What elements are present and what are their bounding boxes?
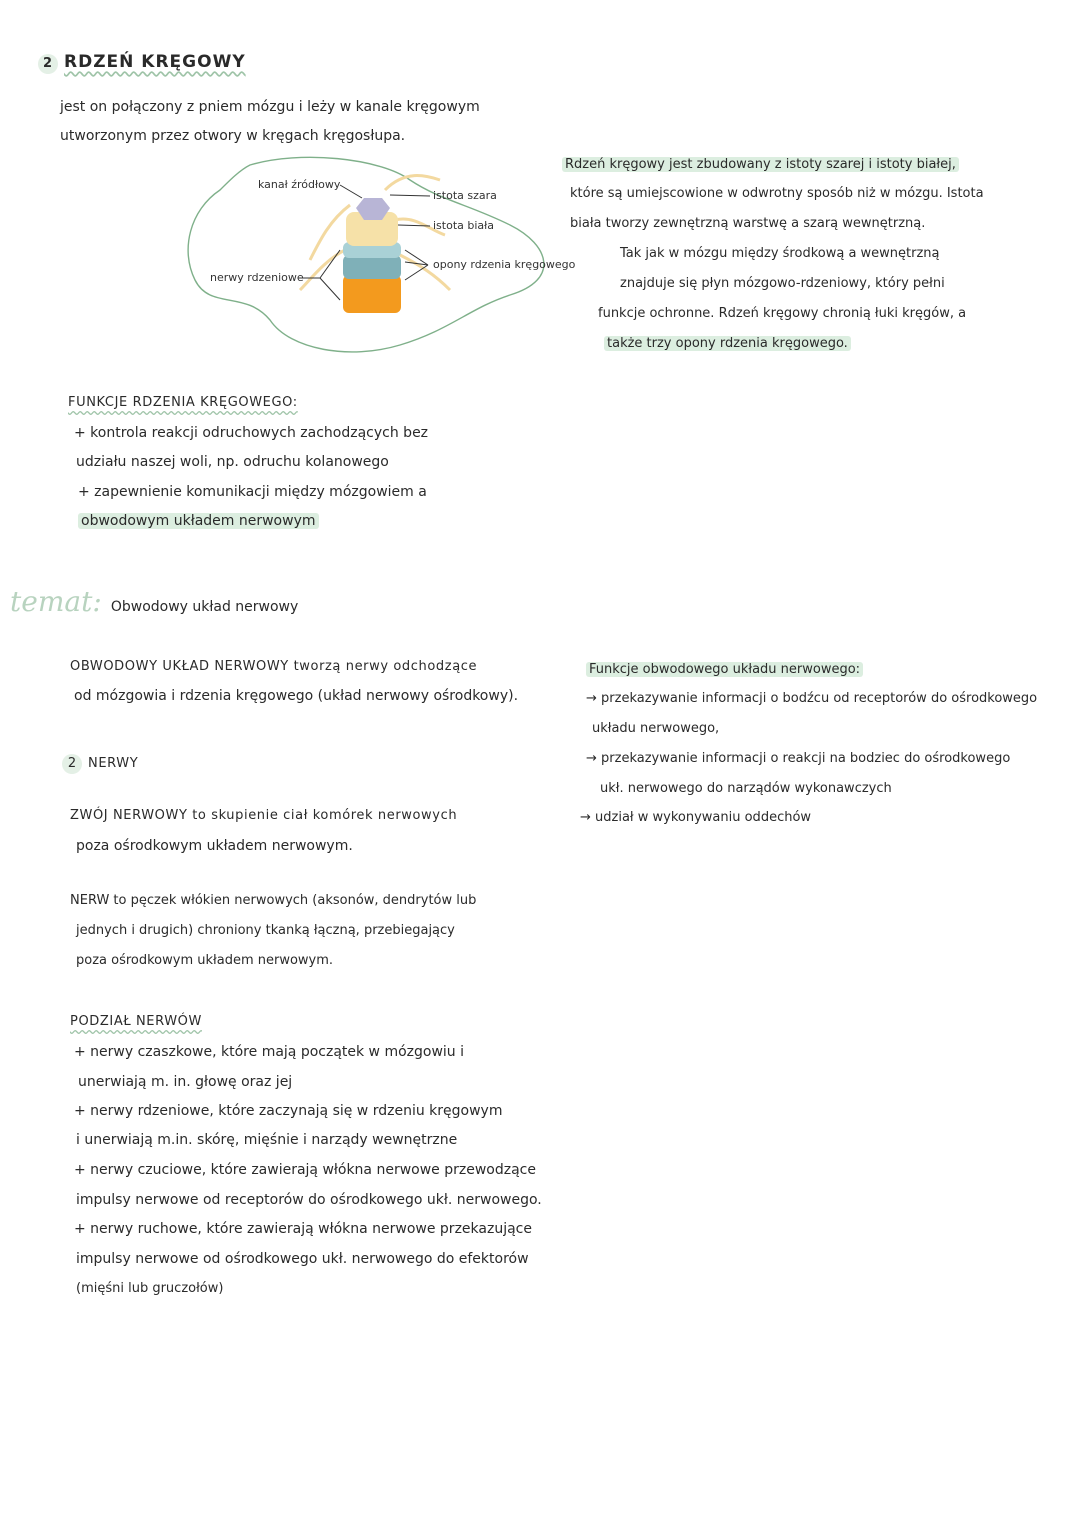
podzial-line-9: (mięśni lub gruczołów): [76, 1281, 224, 1296]
nerwy-number-badge: 2: [62, 754, 82, 774]
obwodowy-function-1: → przekazywanie informacji o bodźcu od receptorów do ośrodkowego: [586, 691, 1038, 706]
right-text-line-4: Tak jak w mózgu między środkową a wewnętrzną: [620, 246, 940, 261]
temat-title: Obwodowy układ nerwowy: [110, 599, 299, 615]
nerwy-heading: [62, 754, 138, 774]
obwodowy-function-1-cont: układu nerwowego,: [592, 721, 720, 736]
obwodowy-function-3: → udział w wykonywaniu oddechów: [580, 810, 812, 825]
nerwy-title: NERWY: [88, 756, 139, 771]
obwodowy-functions-title: Funkcje obwodowego układu nerwowego:: [586, 661, 863, 679]
label-kanal: kanał źródłowy: [258, 178, 341, 191]
podzial-line-6: impulsy nerwowe od receptorów do ośrodkowego ukł. nerwowego.: [76, 1192, 542, 1208]
nerw-line-1: NERW to pęczek włókien nerwowych (aksonów, dendrytów lub: [70, 893, 477, 908]
spinal-cord-diagram: [150, 150, 580, 360]
podzial-title: PODZIAŁ NERWÓW: [70, 1014, 202, 1029]
function-line-2: udziału naszej woli, np. odruchu kolanowego: [76, 454, 389, 470]
label-istota-biala: istota biała: [433, 219, 495, 232]
section-number-badge: 2: [38, 54, 58, 74]
podzial-line-3: + nerwy rdzeniowe, które zaczynają się w rdzeniu kręgowym: [74, 1103, 503, 1119]
right-text-line-5: znajduje się płyn mózgowo-rdzeniowy, który pełni: [620, 276, 945, 291]
obwodowy-function-2: → przekazywanie informacji o reakcji na bodziec do ośrodkowego: [586, 751, 1011, 766]
function-line-4: obwodowym układem nerwowym: [78, 512, 319, 530]
podzial-line-7: + nerwy ruchowe, które zawierają włókna nerwowe przekazujące: [74, 1221, 532, 1237]
right-text-line-1: Rdzeń kręgowy jest zbudowany z istoty szarej i istoty białej,: [562, 156, 959, 174]
podzial-line-2: unerwiają m. in. głowę oraz jej: [78, 1074, 293, 1090]
intro-line-2: utworzonym przez otwory w kręgach kręgosłupa.: [60, 128, 406, 144]
obwodowy-intro-line-1: OBWODOWY UKŁAD NERWOWY tworzą nerwy odchodzące: [70, 659, 478, 674]
functions-title: FUNKCJE RDZENIA KRĘGOWEGO:: [68, 395, 298, 410]
podzial-line-1: + nerwy czaszkowe, które mają początek w mózgowiu i: [74, 1044, 465, 1060]
podzial-line-8: impulsy nerwowe od ośrodkowego ukł. nerwowego do efektorów: [76, 1251, 529, 1267]
label-nerwy-rdzeniowe: nerwy rdzeniowe: [210, 271, 304, 284]
function-line-1: + kontrola reakcji odruchowych zachodzących bez: [74, 425, 429, 441]
section-title-rdzen: [38, 52, 246, 74]
label-opony: opony rdzenia kręgowego: [433, 258, 576, 271]
section-title-text: RDZEŃ KRĘGOWY: [64, 52, 246, 72]
right-text-line-2: które są umiejscowione w odwrotny sposób niż w mózgu. Istota: [570, 186, 984, 201]
nerw-line-3: poza ośrodkowym układem nerwowym.: [76, 953, 334, 968]
intro-line-1: jest on połączony z pniem mózgu i leży w kanale kręgowym: [60, 99, 480, 115]
zwoj-line-2: poza ośrodkowym układem nerwowym.: [76, 838, 353, 854]
right-text-line-7: także trzy opony rdzenia kręgowego.: [604, 335, 851, 353]
temat-label: temat:: [10, 585, 102, 618]
right-text-line-3: biała tworzy zewnętrzną warstwę a szarą wewnętrzną.: [570, 216, 926, 231]
zwoj-line-1: ZWÓJ NERWOWY to skupienie ciał komórek nerwowych: [70, 808, 458, 823]
label-istota-szara: istota szara: [433, 189, 497, 202]
right-text-line-6: funkcje ochronne. Rdzeń kręgowy chronią łuki kręgów, a: [598, 306, 967, 321]
podzial-line-5: + nerwy czuciowe, które zawierają włókna nerwowe przewodzące: [74, 1162, 536, 1178]
podzial-line-4: i unerwiają m.in. skórę, mięśnie i narządy wewnętrzne: [76, 1132, 458, 1148]
obwodowy-intro-line-2: od mózgowia i rdzenia kręgowego (układ nerwowy ośrodkowy).: [74, 688, 519, 704]
function-line-3: + zapewnienie komunikacji między mózgowiem a: [78, 484, 427, 500]
obwodowy-function-2-cont: ukł. nerwowego do narządów wykonawczych: [600, 781, 892, 796]
temat-heading: [10, 585, 298, 618]
nerw-line-2: jednych i drugich) chroniony tkanką łączną, przebiegający: [76, 923, 455, 938]
